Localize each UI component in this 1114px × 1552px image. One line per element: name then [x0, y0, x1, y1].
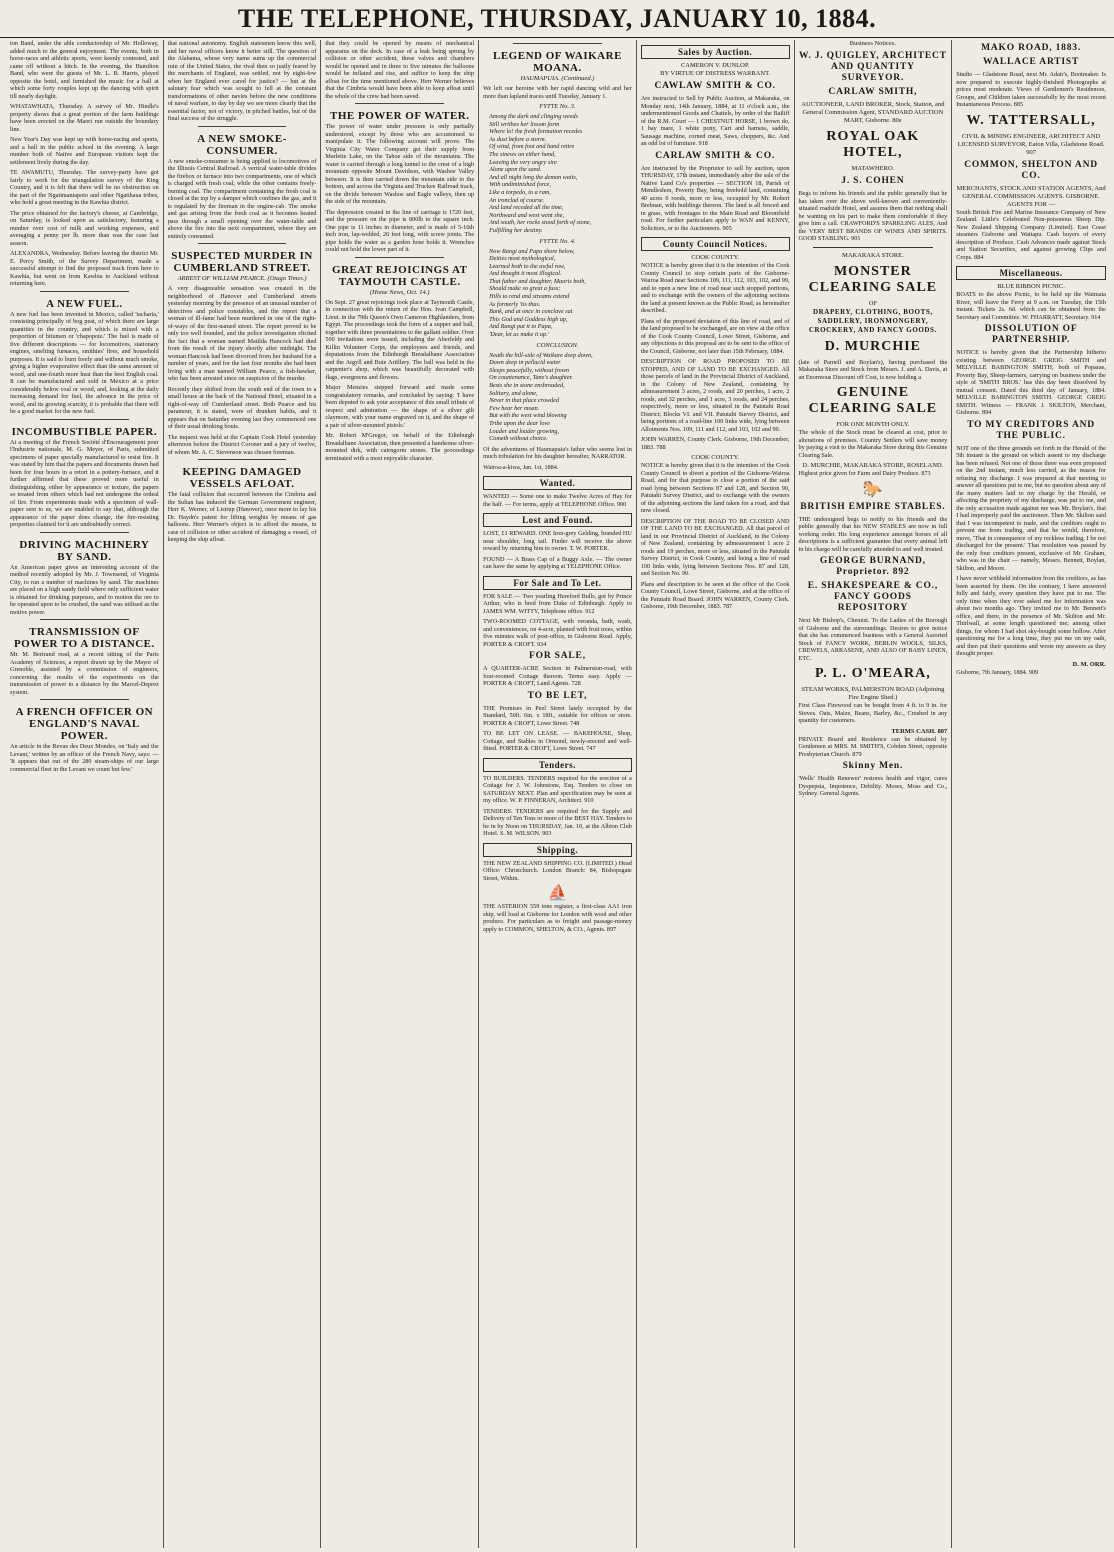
- article-subheading: ARREST OF WILLIAM PEARCE. (Otago Times.): [177, 275, 307, 282]
- article-paragraph: At a meeting of the French Société d'Encouragement pour l'Industrie nationale, M. G. Meyer, of Paris, submitted specimens of paper specially manufactured to resist fire. It was stated by him that the papers and documents drawn had been for four hours in a retort in a pottery-furnace, and it further affirmed that these proved more useful in distinguishing, either by appearance or texture, the papers so treated from others which had not undergone the ordeal of fire. From experiments made with a specimen of wall-paper sent to us, we are enabled to say that, although the appearance of the paper does change, the fire-resisting properties claimed for it are undoubtedly correct.: [10, 438, 159, 528]
- article-subheading: FYTTE No. 3.: [539, 103, 576, 110]
- column-5: [637, 40, 795, 1548]
- article-paragraph: Begs to inform his friends and the public generally that he has taken over the above well-known and conveniently-situated roadside Hotel, and assures them that nothing shall be wanting on his part to make them comfortable if they give him a call. CRAWFORD'S SPARKLING ALES, And the VERY BEST BRANDS OF WINES AND SPIRITS. GOOD STABLING. 901: [798, 190, 948, 242]
- poem-line: And thought it most illogical.: [489, 270, 562, 278]
- section-heading: Wanted.: [483, 476, 632, 490]
- article-paragraph: Next Mr Bishop's, Chemist. To the Ladies of the Borough of Gisborne and the surroundings. Desires to give notice that she has commenced business with a General Assorted Stock of FANCY WORK, BERLIN WOOLS, SILKS, CREWELS, ARRASENE, AND ALSO OF BABY LINEN, ETC.: [798, 617, 948, 662]
- article-paragraph: WANTED — Some one to make Twelve Acres of Hay for the half. — For terms, apply at TELEPHONE Office. 900: [483, 493, 632, 508]
- article-paragraph: THE undersigned begs to notify to his friends and the public generally that his NEW STABLES are now in full working order. His long experience amongst horses of all descriptions is a sufficient guarantee that every animal left in his charge will be carefully attended to and well treated.: [798, 515, 948, 553]
- article-paragraph: Mr. M. Bertrand read, at a recent sitting of the Paris Academy of Sciences, a report drawn up by the Mayor of Grenoble, assisted by a commission of engineers, concerning the results of the experiments on the transmission of power to a distance by the Marcel-Deprez system.: [10, 651, 159, 696]
- section-heading: For Sale and To Let.: [483, 576, 632, 590]
- headline-rule: [40, 699, 129, 700]
- advert-display-title: ROYAL OAK HOTEL,: [826, 129, 920, 160]
- section-heading: Shipping.: [483, 843, 632, 857]
- advert-title: COMMON, SHELTON AND CO.: [964, 159, 1098, 181]
- column-rule: [813, 247, 934, 248]
- poem-line: And south, her rocks stood forth of stone,: [489, 219, 592, 227]
- poem-line: Of wind, from foot and hand retire: [489, 143, 575, 151]
- article-headline: A NEW SMOKE-CONSUMER.: [197, 132, 287, 157]
- poem-line: But with the west wind blowing: [489, 412, 567, 420]
- advert-title: GEORGE BURNAND, Proprietor. 892: [819, 556, 926, 577]
- article-paragraph: THE Premises in Peel Street lately occupied by the Standard, 50ft. 6in. x 18ft., suitable for offices or store. PORTER & CROFT, Lowe Street. 748: [483, 704, 632, 727]
- column-2: [164, 40, 322, 1548]
- article-paragraph: The price obtained for the factory's cheese, at Cambridge, on Saturday, is looked upon as satisfactory, featuring a number over cost of milk and working expenses, and averaging a penny per lb. more than was the case last season.: [10, 209, 159, 247]
- article-paragraph: DESCRIPTION OF ROAD PROPOSED TO BE STOPPED, AND OF LAND TO BE EXCHANGED. All those parcels of land in the Provincial District of Auckland, in the Colony of New Zealand, containing by admeasurement 3 acres, 2 roods, and 20 perches, 1 acre, 2 roods, and 32 perches, and 1 acre, 3 roods, and 24 perches, respectively, more or less, situated in the Patutahi Road District; Blocks VI. and VII. Patutahi Survey District, and being portions of a road-line 100 links wide, lying between Allotments Nos. 109, 111 and 112, and 103, 102 and 99.: [640, 358, 790, 433]
- article-paragraph: TO BUILDERS. TENDERS required for the erection of a Cottage for J. W. Johnstone, Esq. Tenders to close on SATURDAY NEXT. Plan and specification may be seen at my office. W. P. FINNERAN, Architect. 910: [483, 774, 632, 805]
- article-headline: LEGEND OF WAIKARE MOANA.: [493, 50, 622, 74]
- article-paragraph: Wairoa-a-kiwa, Jan. 1st, 1884.: [483, 463, 559, 471]
- section-heading: Tenders.: [483, 758, 632, 772]
- article-paragraph: On Sept. 27 great rejoicings took place at Taymouth Castle, in connection with the return of the Hon. Ivan Campbell, Lieut. in the 79th Queen's Own Cameron Highlanders, from Egypt. The proceedings took the form of a supper and ball, together with three presentations to the gallant soldier. Over 500 invitations were issued, including the Aberfeldy and Killin Volunteer Corps, the employees and friends, and deputations from the Edinburgh Breadalbane Association and the Argyll and Bute Artillery. The ball was held in the carpenter's shop, which was beautifully decorated with flags, evergreens and flowers.: [325, 298, 475, 381]
- poem-line: Fulfilling her destiny.: [489, 226, 543, 234]
- headline-rule: [355, 257, 444, 258]
- poem-stanza: [483, 113, 632, 235]
- headline-rule: [40, 419, 129, 420]
- column-3: [321, 40, 479, 1548]
- article-paragraph: NOT one of the three grounds set forth in the Herald of the 5th instant is the ground on which assent to my discharge has been refused. Not one of those three was even proposed on the 2nd instant, much less carried, as the reason for refusing my discharge. I was prepared at that meeting to answer all questions put to me, but no question about any of the many matters laid to my charge by the Herald, or affecting the propriety of my discharge, was put to me, and the only accusation made against me was Mr. Boylan's, that I had improperly paid the auctioneer. Then Mr. Skilton said that I was incompetent to trade, and the creditors ought to prevent me from trading, and that he would, therefore, move, 'That in consequence of my reckless trading, I be not discharged for the present.' That resolution was passed by the only four creditors present, exclusive of Mr. Graham, who was in the chair — namely, Messrs. Bennett, Boylan, Skilton, and Moore.: [956, 444, 1106, 572]
- advert-display-title: P. L. O'MEARA,: [814, 666, 931, 681]
- article-subheading: FYTTE No. 4.: [539, 237, 576, 245]
- advert-line: COOK COUNTY.: [691, 254, 740, 261]
- article-paragraph: JOHN WARREN, County Clerk. Gisborne, 19th December, 1883. 788: [640, 436, 790, 451]
- article-paragraph: Recently they shifted from the south end of the town to a small house at the back of the National Hotel, situated in a right-of-way off Cumberland street. Both Pearce and his paramour, it is stated, were of drunken habits, and it appears that on Saturday evening last they commenced one of their usual drinking bouts.: [167, 385, 317, 430]
- article-paragraph: THE NEW ZEALAND SHIPPING CO. (LIMITED.) Head Office: Christchurch. London Branch: 84, Bishopsgate Street, Within.: [483, 859, 632, 882]
- article-paragraph: TENDERS. TENDERS are required for the Supply and Delivery of Ten Tons or more of the BEST HAY. Tenders to be in by Noon on THURSDAY, Jan. 10, at the Albion Club Hotel. S. M. WILSON. 903: [483, 807, 632, 838]
- article-paragraph: FOR SALE — Two yearling Hereford Bulls, got by Prince Arthur, who is bred from Duke of Edinburgh. Apply to JAMES WM. WITTY, Telephone office. 912: [483, 592, 632, 615]
- article-paragraph: Major Menzies stepped forward and made some congratulatory remarks, and concluded by saying: 'I have been deputed to ask your acceptance of this small tribute of respect and admiration — the shape of a silver gilt claymore, with your name engraved on it, and the shape of a pair of silver-mounted pistols.': [325, 384, 475, 429]
- article-paragraph: The power of water under pressure is only partially understood, except by those who are accustomed to manipulate it. The following account will prove. The Virginia City Water Company get their supply from Marlette Lake, on the Tahoe side of the mountains. The water is carried through a long tunnel to the crest of a high mountain opposite Mount Davidson, with Washoe Valley between. It is then carried down the mountain side to the bottom, and across the Virginia and Truckee Railroad track, on the divide between Washoe and Eagle valleys, then up the side of the mountain.: [325, 123, 475, 205]
- advert-line: BY VIRTUE OF DISTRESS WARRANT.: [660, 70, 771, 77]
- column-6: [795, 40, 953, 1548]
- poem-line: Deities most mythological,: [489, 255, 556, 263]
- advert-line: MERCHANTS, STOCK AND STATION AGENTS, And GENERAL COMMISSION AGENTS. GISBORNE. AGENTS FOR —: [956, 184, 1106, 208]
- article-paragraph: DESCRIPTION OF THE ROAD TO BE CLOSED AND OF THE LAND TO BE EXCHANGED. All that parcel of land in our Provincial District of Auckland, in the Colony of New Zealand, containing by admeasurement 1 acre 2 roods and 19 perches, more or less, situated in the Patutahi Survey District, in Cook County, and being a line of road 100 links wide, lying between Sections Nos. 87 and 128, and Section No. 90.: [640, 517, 790, 577]
- article-paragraph: Plans of the proposed deviation of this line of road, and of the land proposed to be exchanged, are on view at the office of the Cook County Council, Lowe Street, Gisborne, and any objections to this proposal are to be sent to the office of the Council, Gisborne, not later than 15th February, 1884.: [640, 317, 790, 355]
- poem-line: Now Rangi and Papa shore below,: [489, 247, 575, 255]
- poem-line: Sleeps peacefully, without frown: [489, 366, 569, 374]
- poem-line: The sinews on either hand,: [489, 150, 556, 158]
- poem-line: As formerly 'tis thus.: [489, 300, 541, 308]
- advert-signature: D. M. ORR.: [1072, 660, 1106, 668]
- advert-title: MAKO ROAD, 1883.: [981, 43, 1082, 53]
- advert-line: OF: [868, 299, 878, 307]
- poem-line: This God and Goddess high up,: [489, 315, 568, 323]
- article-headline: INCOMBUSTIBLE PAPER.: [11, 425, 158, 438]
- poem-line: Hills to rend and streams extend: [489, 293, 570, 301]
- poem-stanza: [483, 352, 632, 443]
- article-paragraph: The fatal collision that occurred between the Cimbria and the Sultan has induced the German Government engineer, Herr K. Werner, of Listrup (Hanover), once more to lay his Dr. Haydn's patent for lifting weights by means of gas balloons. Herr Werner's object is to afford the means, in case of collision or other accident of damaging a vessel, of keeping the ship afloat.: [167, 491, 317, 543]
- article-headline: TRANSMISSION OF POWER TO A DISTANCE.: [13, 626, 155, 650]
- article-headline: A NEW FUEL.: [46, 297, 123, 310]
- headline-rule: [198, 126, 287, 127]
- advert-line: BLUE RIBBON PICNIC.: [997, 283, 1065, 290]
- article-headline: DRIVING MACHINERY BY SAND.: [19, 538, 150, 563]
- article-subheading: (Home News, Oct. 14.): [369, 288, 430, 296]
- advert-title: WALLACE ARTIST: [983, 57, 1080, 67]
- article-paragraph: The depression created in the line of carriage is 1720 feet, and the pressure on the pipe is 800lb to the square inch. One pipe is 11 inches in diameter, and is made of 5-16th inch iron, lap-welded, 26 feet long, with screw joints. The pipe holds the water as a garden hose holds it. Wrenches could not hold the lower part of it.: [325, 208, 475, 253]
- advert-title: FOR SALE,: [529, 651, 586, 662]
- poem-line: Never in that place crowded: [489, 397, 559, 405]
- article-paragraph: New Year's Day was kept up with horse-racing and sports, and a ball in the public school in the evening. A large number both of Native and European visitors kept the settlement lively during the day.: [10, 136, 159, 166]
- article-paragraph: ALEXANDRA, Wednesday. Before leaving the district Mr. E. Percy Smith, of the Survey Department, made a successful attempt to find the proposed track from here to Kawhia, but went on from Kawhia to Auckland without returning here.: [10, 250, 159, 287]
- poem-line: Solitary, and alone,: [489, 389, 538, 397]
- poem-line: Cometh without choice.: [489, 435, 548, 443]
- advert-line: MAKARAKA STORE.: [842, 251, 904, 259]
- poem-line: Northward and west went she,: [489, 211, 564, 219]
- column-4: [479, 40, 637, 1548]
- advert-caps-line: DRAPERY, CLOTHING, BOOTS, SADDLERY, IRONMONGERY, CROCKERY, AND FANCY GOODS.: [808, 307, 937, 334]
- poem-line: 'Dear, let us make it up.': [489, 331, 549, 339]
- headline-rule: [40, 291, 129, 292]
- article-paragraph: The inquest was held at the Captain Cook Hotel yesterday afternoon before the District Coroner and a jury of twelve, of whom Mr. A. C. Stevenson was chosen foreman.: [167, 433, 317, 456]
- article-paragraph: A very disagreeable sensation was created in the neighborhood of Hanover and Cumberland streets yesterday morning by the presence of an unusual number of detectives and police constables, and the report that a woman of ill-fame had been murdered in one of the right-of-ways of the first-named street. The report proved to be only too well founded, and the police investigation elicited the fact that a woman named Matilda Hancock had died from the result of the injury shortly after midnight. The woman Hancock had been divorced from her husband for a number of years, and for the last four months she had been living with a man named William Pearce, a fish-hawker, who has been arrested since on suspicion of the murder.: [167, 285, 317, 382]
- advert-title: W. J. QUIGLEY, ARCHITECT AND QUANTITY SURVEYOR.: [798, 51, 947, 83]
- article-paragraph: An American paper gives an interesting account of the method recently adopted by Mr. J. Townsend, of Virginia City, to run a number of machines by sand. The machines are placed on a high sandy field where only sufficient water is obtained for drinking purposes, and to motion the ore to be operated upon to be crushed, the sand was utilised as the motive power.: [10, 563, 159, 616]
- poem-line: Still writhes her lissom form: [489, 120, 560, 128]
- masthead: [0, 0, 1114, 38]
- poem-line: Like a torpedo, to a ram,: [489, 188, 551, 196]
- advert-display-title: D. MURCHIE: [824, 338, 922, 354]
- article-paragraph: The whole of the Stock must be cleared at cost, prior to alterations of premises. Country Settlers will save money by paying a visit to the Makaraka Store during this Genuine Clearing Sale.: [798, 429, 948, 459]
- advert-display-title: MONSTER CLEARING SALE: [808, 263, 938, 295]
- advert-line: AUCTIONEER, LAND BROKER, Stock, Station, and General Commission Agent, STANDARD AUCTION MART, Gisborne. 80e: [801, 101, 945, 124]
- article-headline: A FRENCH OFFICER ON ENGLAND'S NAVAL POWER.: [15, 706, 154, 742]
- poem-line: That father and daughter, Maoris both,: [489, 277, 586, 285]
- advert-title: CARLAW SMITH,: [828, 87, 918, 97]
- poem-line: And all night long the demon waits,: [489, 173, 578, 181]
- headline-rule: [355, 103, 444, 104]
- advert-title: Skinny Men.: [842, 761, 904, 771]
- article-headline: THE POWER OF WATER.: [330, 110, 470, 122]
- poem-line: Down deep in pellucid water: [489, 359, 561, 367]
- article-paragraph: (late of Parnell and Boylan's), having purchased the Makaraka Store and Stock from Messrs. J. and A. Davis, at an Enormous Discount off Cost, is now holding a: [798, 358, 948, 381]
- headline-rule: [513, 43, 602, 44]
- article-headline: GREAT REJOICINGS AT TAYMOUTH CASTLE.: [332, 263, 468, 288]
- article-paragraph: I have never withheld information from the creditors, as has been asserted by them. On the contrary, I have answered fully and fairly, every question they have put to me. The only time when they ever asked me for information was about two months ago. They invited me to Mr. Bennett's office, and there, in the presence of Mr. Skilton and Mr. Thirlwall, at some length questioned me; among other things, for whom I had shot sky-bought some hollow. After questioning me for a long time, they put me on my oath, and then put their questions and wrote my answers as they thought proper.: [956, 575, 1106, 657]
- headline-rule: [40, 532, 129, 533]
- advert-display-title: W. TATTERSALL,: [966, 112, 1096, 128]
- article-paragraph: TO BE LET ON LEASE. — BAKEHOUSE, Shop, Cottage, and Stables in Ormond, newly-erected and well-fitted. PORTER & CROFT, Lowe Street. 747: [483, 730, 632, 753]
- article-paragraph: FOUND — A Brass Cap of a Buggy Axle. — The owner can have the same by applying at TELEPHONE Office.: [483, 555, 632, 571]
- article-paragraph: that national autonomy. English statesmen know this well, and her naval officers know it better still. The question of the Alabama, whose very name sums up the commercial ruin of the United States, the rival then so justly feared by the merchants of England, was settled, not by eight-few when her England ever cared for justice? — but at the salutary fear which was sought to fell at the constant transformations of other navies before the new conditions of naval warfare, to day by day we see more clearly that the essential factor, not of victory, in pitched battles, but of the final success of the struggle.: [167, 40, 317, 122]
- poem-line: Tribe upon the dear love: [489, 419, 550, 427]
- poem-line: Bank, and at once in conclave sat: [489, 308, 573, 316]
- article-headline: KEEPING DAMAGED VESSELS AFLOAT.: [182, 466, 302, 490]
- article-paragraph: Plans and description to be seen at the office of the Cook County Council, Lowe Street, Gisborne, and at the office of the Patutahi Road Board. JOHN WARREN, County Clerk. Gisborne, 19th December, 1883. 787: [640, 580, 790, 610]
- article-paragraph: 'Wells' Health Renewer' restores health and vigor, cures Dyspepsia, Impotence, Debility. Moses, Moss and Co., Sydney. General Agents.: [798, 775, 948, 797]
- article-paragraph: Are instructed by the Proprietor to sell by auction, upon THURSDAY, 17th instant, immediately after the sale of the Native Land Co's properties — SECTION 18, Parish of Mendleshon, Poverty Bay, being freehold land, containing 40 acres 0 roods, more or less, occupied by Mr. Robert Brebnan, with buildings thereon. The land is all fenced and in grass, with frontages to the Main Road and Bloomfield road. For further particulars apply to WAN and KENNY, Solicitors, or to the Auctioneers. 905: [640, 164, 790, 232]
- advert-line: CAMERON V. DUNLOP.: [680, 62, 750, 69]
- article-paragraph: Mr. Robert M'Gregor, on behalf of the Edinburgh Breadalbane Association, then presented a handsome silver-mounted dirk, with cairngorm stones. The proceedings terminated with a most enjoyable character.: [325, 432, 475, 462]
- article-paragraph: TWO-ROOMED COTTAGE, with veranda, bath, wash, and conveniences, on 4-acre, planted with fruit trees, within five minutes walk of post-office, in Gisborne Road. Apply, PORTER & CROFT. 934: [483, 618, 632, 648]
- advert-line: D. MURCHIE, MAKARAKA STORE, ROSELAND.: [802, 462, 944, 469]
- advert-display-title: GENUINE CLEARING SALE: [808, 385, 938, 416]
- poem-line: With undiminished force,: [489, 181, 551, 189]
- poem-line: Should make so great a fuss;: [489, 285, 561, 293]
- article-subheading: CONCLUSION.: [536, 341, 579, 349]
- advert-line: STEAM WORKS, PALMERSTON ROAD (Adjoining Fire Engine Shed.): [801, 686, 945, 701]
- advert-line: MATAWHERO.: [851, 165, 895, 172]
- advert-title: DISSOLUTION OF PARTNERSHIP.: [984, 324, 1078, 345]
- poem-line: Bests she in stone enshrouded,: [489, 382, 565, 389]
- advert-title: CARLAW SMITH & CO.: [655, 150, 776, 161]
- poem-line: Few hear her moan.: [489, 404, 540, 412]
- article-paragraph: NOTICE is hereby given that it is the intention of the Cook County Council to divert a portion of the Gisborne-Wairoa Road, and for that purpose to close a portion of the said road lying between Sections 87 and 128, and Section 90, Patutahi Survey District, and to exchange with the owners of the adjoining sections the land taken for a road, and that now closed.: [640, 462, 790, 514]
- poem-line: Learned both to the awful row,: [489, 262, 566, 270]
- section-heading: Lost and Found.: [483, 513, 632, 527]
- article-paragraph: NOTICE is hereby given that it is the intention of the Cook County Council to stop certain parts of the Gisborne-Wairoa Road near Sections 109, 111, 112, 103, 102, and 99, and to open a new line of road near such stopped portions, and to exchange with the owners of the adjoining sections the land at present known as the Public Road, as hereinafter described.: [640, 262, 790, 314]
- article-paragraph: South British Fire and Marine Insurance Company of New Zealand. Little's Celebrated Non-poisonous Sheep Dip. New Zealand Shipping Company (Limited). East Coast steamers Gisborne and Waitapu. Cash buyers of every description of Produce. Cash Advances made against Stock and Station Securities, and against growing Clips and Crops. 884: [956, 208, 1106, 261]
- article-paragraph: A QUARTER-ACRE Section in Palmerston-road, with four-roomed Cottage thereon. Terms easy. Apply — PORTER & CROFT, Land Agents. 728: [483, 665, 632, 688]
- advert-line: Business Notices.: [849, 40, 896, 47]
- advert-signature: TERMS CASH. 887: [891, 727, 948, 735]
- advert-title: BRITISH EMPIRE STABLES.: [800, 501, 946, 512]
- advert-title: J. S. COHEN: [841, 176, 905, 186]
- article-paragraph: WHATAWHATA, Thursday. A survey of Mr. Hindle's property shows that a great portion of the farm buildings have been erected on the Maori run outside the boundary line.: [10, 103, 159, 133]
- article-paragraph: PRIVATE Board and Residence can be obtained by Gentlemen at MRS. M. SMITH'S, Cobden Street, opposite Presbyterian Church. 879: [798, 735, 948, 758]
- article-paragraph: Studio — Gladstone Road, next Mr. Adair's, Bootmaker. Is now prepared to execute highly-finished Photographs at prices most moderate. Views of Gentlemen's Residences, Groups, and Children taken successfully by the most recent Instantaneous Process. 885: [956, 71, 1106, 108]
- article-paragraph: A new smoke-consumer is being applied to locomotives of the Illinois Central Railroad. A vertical water-table divides the firebox or furnace into two compartments, one of which is charged with fresh coal, while the other contains freely-burning coal. The compartment containing the fresh coal is closed at the top by a damper which confines the gas, and it is regulated by the fireman in the engine-cab. The smoke and gas arising from the fresh coal as it becomes heated pass through a small opening over the water-table and above the fire into the next compartment, where they are entirely consumed.: [167, 157, 317, 240]
- article-paragraph: LOST, £1 REWARD. ONE Iron-grey Gelding, branded HU near shoulder, long tail. Finder will receive the above reward by returning him to owner. T. W. PORTER.: [483, 530, 632, 553]
- poem-stanza: [483, 248, 632, 339]
- poem-line: On countenance, Tane's daughter.: [489, 374, 573, 382]
- article-paragraph: We left our heroine with her rapid dancing wild and her more than lapland traces until Tuesday, January 1.: [483, 85, 632, 100]
- advert-title: TO BE LET,: [527, 690, 588, 701]
- headline-rule: [198, 243, 287, 244]
- advert-line: FOR ONE MONTH ONLY.: [836, 421, 910, 428]
- columns: [6, 40, 1110, 1548]
- advert-illustration-icon: ⛵: [547, 885, 568, 903]
- article-paragraph: Of the adventures of Haumapuia's father who seems lost in much tribulation for his daughter hereafter, NARRATOR.: [483, 445, 632, 461]
- section-heading: County Council Notices.: [641, 237, 790, 251]
- poem-line: Leaving the very angry sire: [489, 158, 557, 166]
- article-paragraph: First Class Firewood can be bought from 4 ft. to 9 in. for Stoves. Oats, Maize, Beans, Barley, &c., Crushed in any quantity for customers.: [798, 702, 948, 724]
- poem-line: Alone upon the sand.: [489, 166, 542, 174]
- article-paragraph: Gisborne, 7th January, 1884. 909: [956, 668, 1039, 676]
- poem-line: Among the dark and clinging weeds: [489, 113, 578, 120]
- column-7: [952, 40, 1110, 1548]
- article-paragraph: that they could be opened by means of mechanical apparatus on the deck. In case of a leak being sprung by collision or other accident, these valves and chambers would be opened and in three to five minutes the balloons would be inflated and rise, and suffice to keep the ship afloat for the time mentioned above. Herr Werner believes that the Cimbria would have been able to keep afloat until the whole of the crew had been saved.: [325, 40, 475, 100]
- headline-rule: [198, 459, 287, 460]
- article-paragraph: A new fuel has been invented in Mexico, called 'tacharia,' consisting principally of bog peat, of which there are large quantities in the country, and which is mixed with a proportion of bitumen or 'chapopote.' The fuel is made of five different descriptions — for locomotives, stationary engines, smelting furnaces, smithies' fires, and household purposes. It is said to burn freely and without much smoke, giving a higher evaporative effect than the same amount of wood, and one-fourth more heat than the best English coal. It can be manufactured and sold in Mexico at a price considerably below coal or wood, and, looking at the daily increasing demand for fuel, the advance in the price of wood, and its growing scarcity, it is probable that there will be a good market for the new fuel.: [10, 310, 159, 415]
- section-heading: Sales by Auction.: [641, 45, 790, 59]
- article-paragraph: TE AWAMUTU, Thursday. The survey-party have got fairly to work for the triangulation survey of the King Country, and it is felt that there will be no obstruction on the part of the Ngatimaniapoto and other Ngatihaua tribes, who hold a great meeting in the Kawhia district.: [10, 169, 159, 206]
- advert-line: CIVIL & MINING ENGINEER, ARCHITECT AND LICENSED SURVEYOR, Eaton Villa, Gladstone Road. 907: [957, 132, 1105, 156]
- article-paragraph: BOATS to the above Picnic, to be held up the Waimata River, will leave the Ferry at 9 a.m. on Tuesday, the 15th instant. Tickets 2s. 6d. which can be obtained from the Secretary and Committee. W. FHARRATT, Secretary. 914: [956, 291, 1106, 321]
- section-heading: Miscellaneous.: [956, 266, 1106, 280]
- advert-title: TO MY CREDITORS AND THE PUBLIC.: [967, 419, 1095, 441]
- poem-line: An ironclad of course.: [489, 196, 545, 204]
- advert-illustration-icon: 🐎: [862, 480, 883, 498]
- article-paragraph: THE ASTERION 559 tons register, a first-class AA1 iron ship, will load at Gisborne for London with wool and other produce. For particulars as to freight and passage-money apply to COMMON, SHELTON, & CO., Agents. 897: [483, 903, 632, 933]
- poem-line: And land receded all the time,: [489, 204, 564, 212]
- article-paragraph: An article in the Revue des Deux Mondes, on 'Italy and the Levant,' written by an officer of the French Navy, says: — 'It appears that out of the 280 steam-ships of our large commercial fleet in the Levant we count but few.': [10, 743, 159, 773]
- article-paragraph: NOTICE is hereby given that the Partnership hitherto existing between GEORGE GREIG SMITH and MELVILLE BABINGTON SMITH, both of Poparae, Poverty Bay, Sheep-farmers, carrying on business under the style of 'SMITH BROS.' has this day been dissolved by mutual consent. Dated this third day of January, 1884. MELVILLE BABINGTON SMITH. GEORGE GREIG SMITH. Witness — FRANK J. SKILTON, Merchant, Gisborne. 894: [956, 349, 1106, 416]
- article-paragraph: Are instructed to Sell by Public Auction, at Makaraka, on Monday next, 14th January, 1884, at 11 o'clock a.m., the undermentioned Goods and Chattels, by order of the Bailiff of the R.M. Court — 1 CHESTNUT HORSE, 1 brown do, 1 bay mare, 1 white pony, Cart and harness, saddle, Sausage machine, corned meat, Saws, choppers, &c. And an odd lot of furniture. 918: [640, 95, 790, 147]
- article-headline: SUSPECTED MURDER IN CUMBERLAND STREET.: [171, 250, 313, 274]
- article-paragraph: Highest price given for Farm and Dairy Produce. 873: [798, 470, 931, 477]
- article-subheading: HAUMAPUIA. (Continued.): [520, 75, 595, 82]
- headline-rule: [40, 619, 129, 620]
- masthead-title: THE TELEPHONE, THURSDAY, JANUARY 10, 1884.: [237, 4, 877, 33]
- poem-line: Where lo! the fresh formation recedes: [489, 128, 583, 136]
- advert-title: E. SHAKESPEARE & CO., FANCY GOODS REPOSITORY: [807, 581, 939, 613]
- advert-title: CAWLAW SMITH & CO.: [654, 81, 776, 91]
- column-1: [6, 40, 164, 1548]
- poem-line: As dust before a storm.: [489, 135, 547, 143]
- advert-line: COOK COUNTY.: [691, 454, 740, 461]
- article-paragraph: ton Band, under the able conductorship of Mr. Holloway, added much to the general enjoyment. The events, both in horse-races and athletic sports, were keenly contested, and came off without a hitch. In the evening, the Hamilton Band, who were the guests of Mr. L. B. Harris, played opposite the hotel, and furnished the music for a ball at which some forty couples kept up the dancing with spirit till nearly daylight.: [10, 40, 159, 100]
- poem-line: Louder and louder growing,: [489, 427, 560, 435]
- poem-line: And Rangi put it to Papa,: [489, 323, 553, 331]
- poem-line: Neath the hill-side of Waikare deep down,: [489, 351, 593, 359]
